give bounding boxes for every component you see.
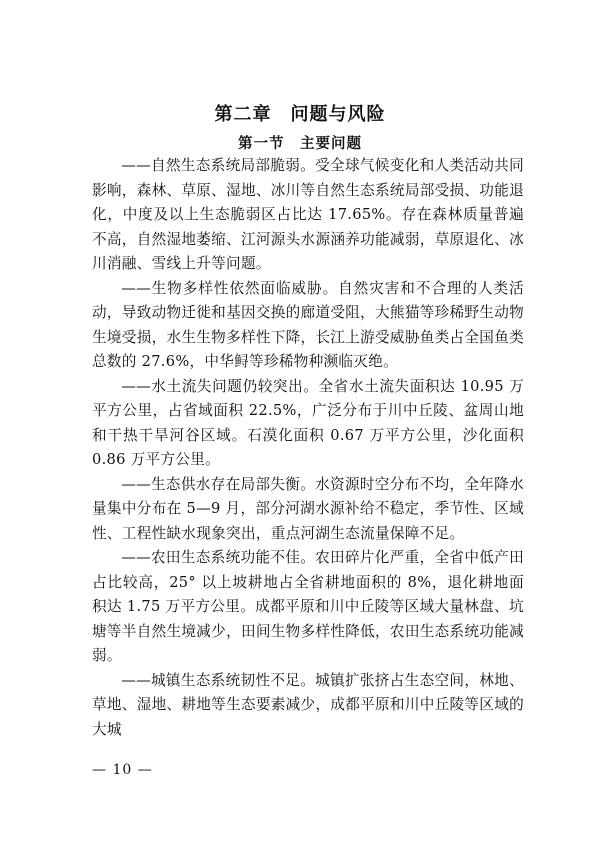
chapter-title: 第二章 问题与风险	[214, 104, 386, 125]
section-title: 第一节 主要问题	[238, 135, 362, 152]
body-text	[92, 154, 524, 742]
paragraph-soil-erosion: ——水土流失问题仍较突出。全省水土流失面积达 10.95 万平方公里，占省域面积 22.5%，广泛分布于川中丘陵、盆周山地和干热干旱河谷区域。石漠化面积 0.67 万平方公里，沙化面积 0.86 万平方公里。	[92, 377, 524, 468]
paragraph-urban: ——城镇生态系统韧性不足。城镇扩张挤占生态空间，林地、草地、湿地、耕地等生态要素减少，成都平原和川中丘陵等区域的大城	[92, 671, 524, 738]
paragraph-farmland: ——农田生态系统功能不佳。农田碎片化严重，全省中低产田占比较高，25° 以上坡耕地占全省耕地面积的 8%，退化耕地面积达 1.75 万平方公里。成都平原和川中丘陵等区域大量林盘、坑塘等半自然生境减少，田间生物多样性降低，农田生态系统功能减弱。	[92, 549, 524, 664]
paragraph-ecosystem-fragility: ——自然生态系统局部脆弱。受全球气候变化和人类活动共同影响，森林、草原、湿地、冰川等自然生态系统局部受损、功能退化，中度及以上生态脆弱区占比达 17.65%。存在森林质量普遍不高，自然湿地萎缩、江河源头水源涵养功能减弱，草原退化、冰川消融、雪线上升等问题。	[92, 157, 524, 272]
page-number: — 10 —	[92, 762, 153, 778]
paragraph-water-supply: ——生态供水存在局部失衡。水资源时空分布不均，全年降水量集中分布在 5—9 月，部分河湖水源补给不稳定，季节性、区域性、工程性缺水现象突出，重点河湖生态流量保障不足。	[92, 475, 524, 542]
paragraph-biodiversity: ——生物多样性依然面临威胁。自然灾害和不合理的人类活动，导致动物迁徙和基因交换的廊道受阻，大熊猫等珍稀野生动物生境受损，水生生物多样性下降，长江上游受威胁鱼类占全国鱼类总数的 27.6%，中华鲟等珍稀物种濒临灭绝。	[92, 279, 524, 370]
